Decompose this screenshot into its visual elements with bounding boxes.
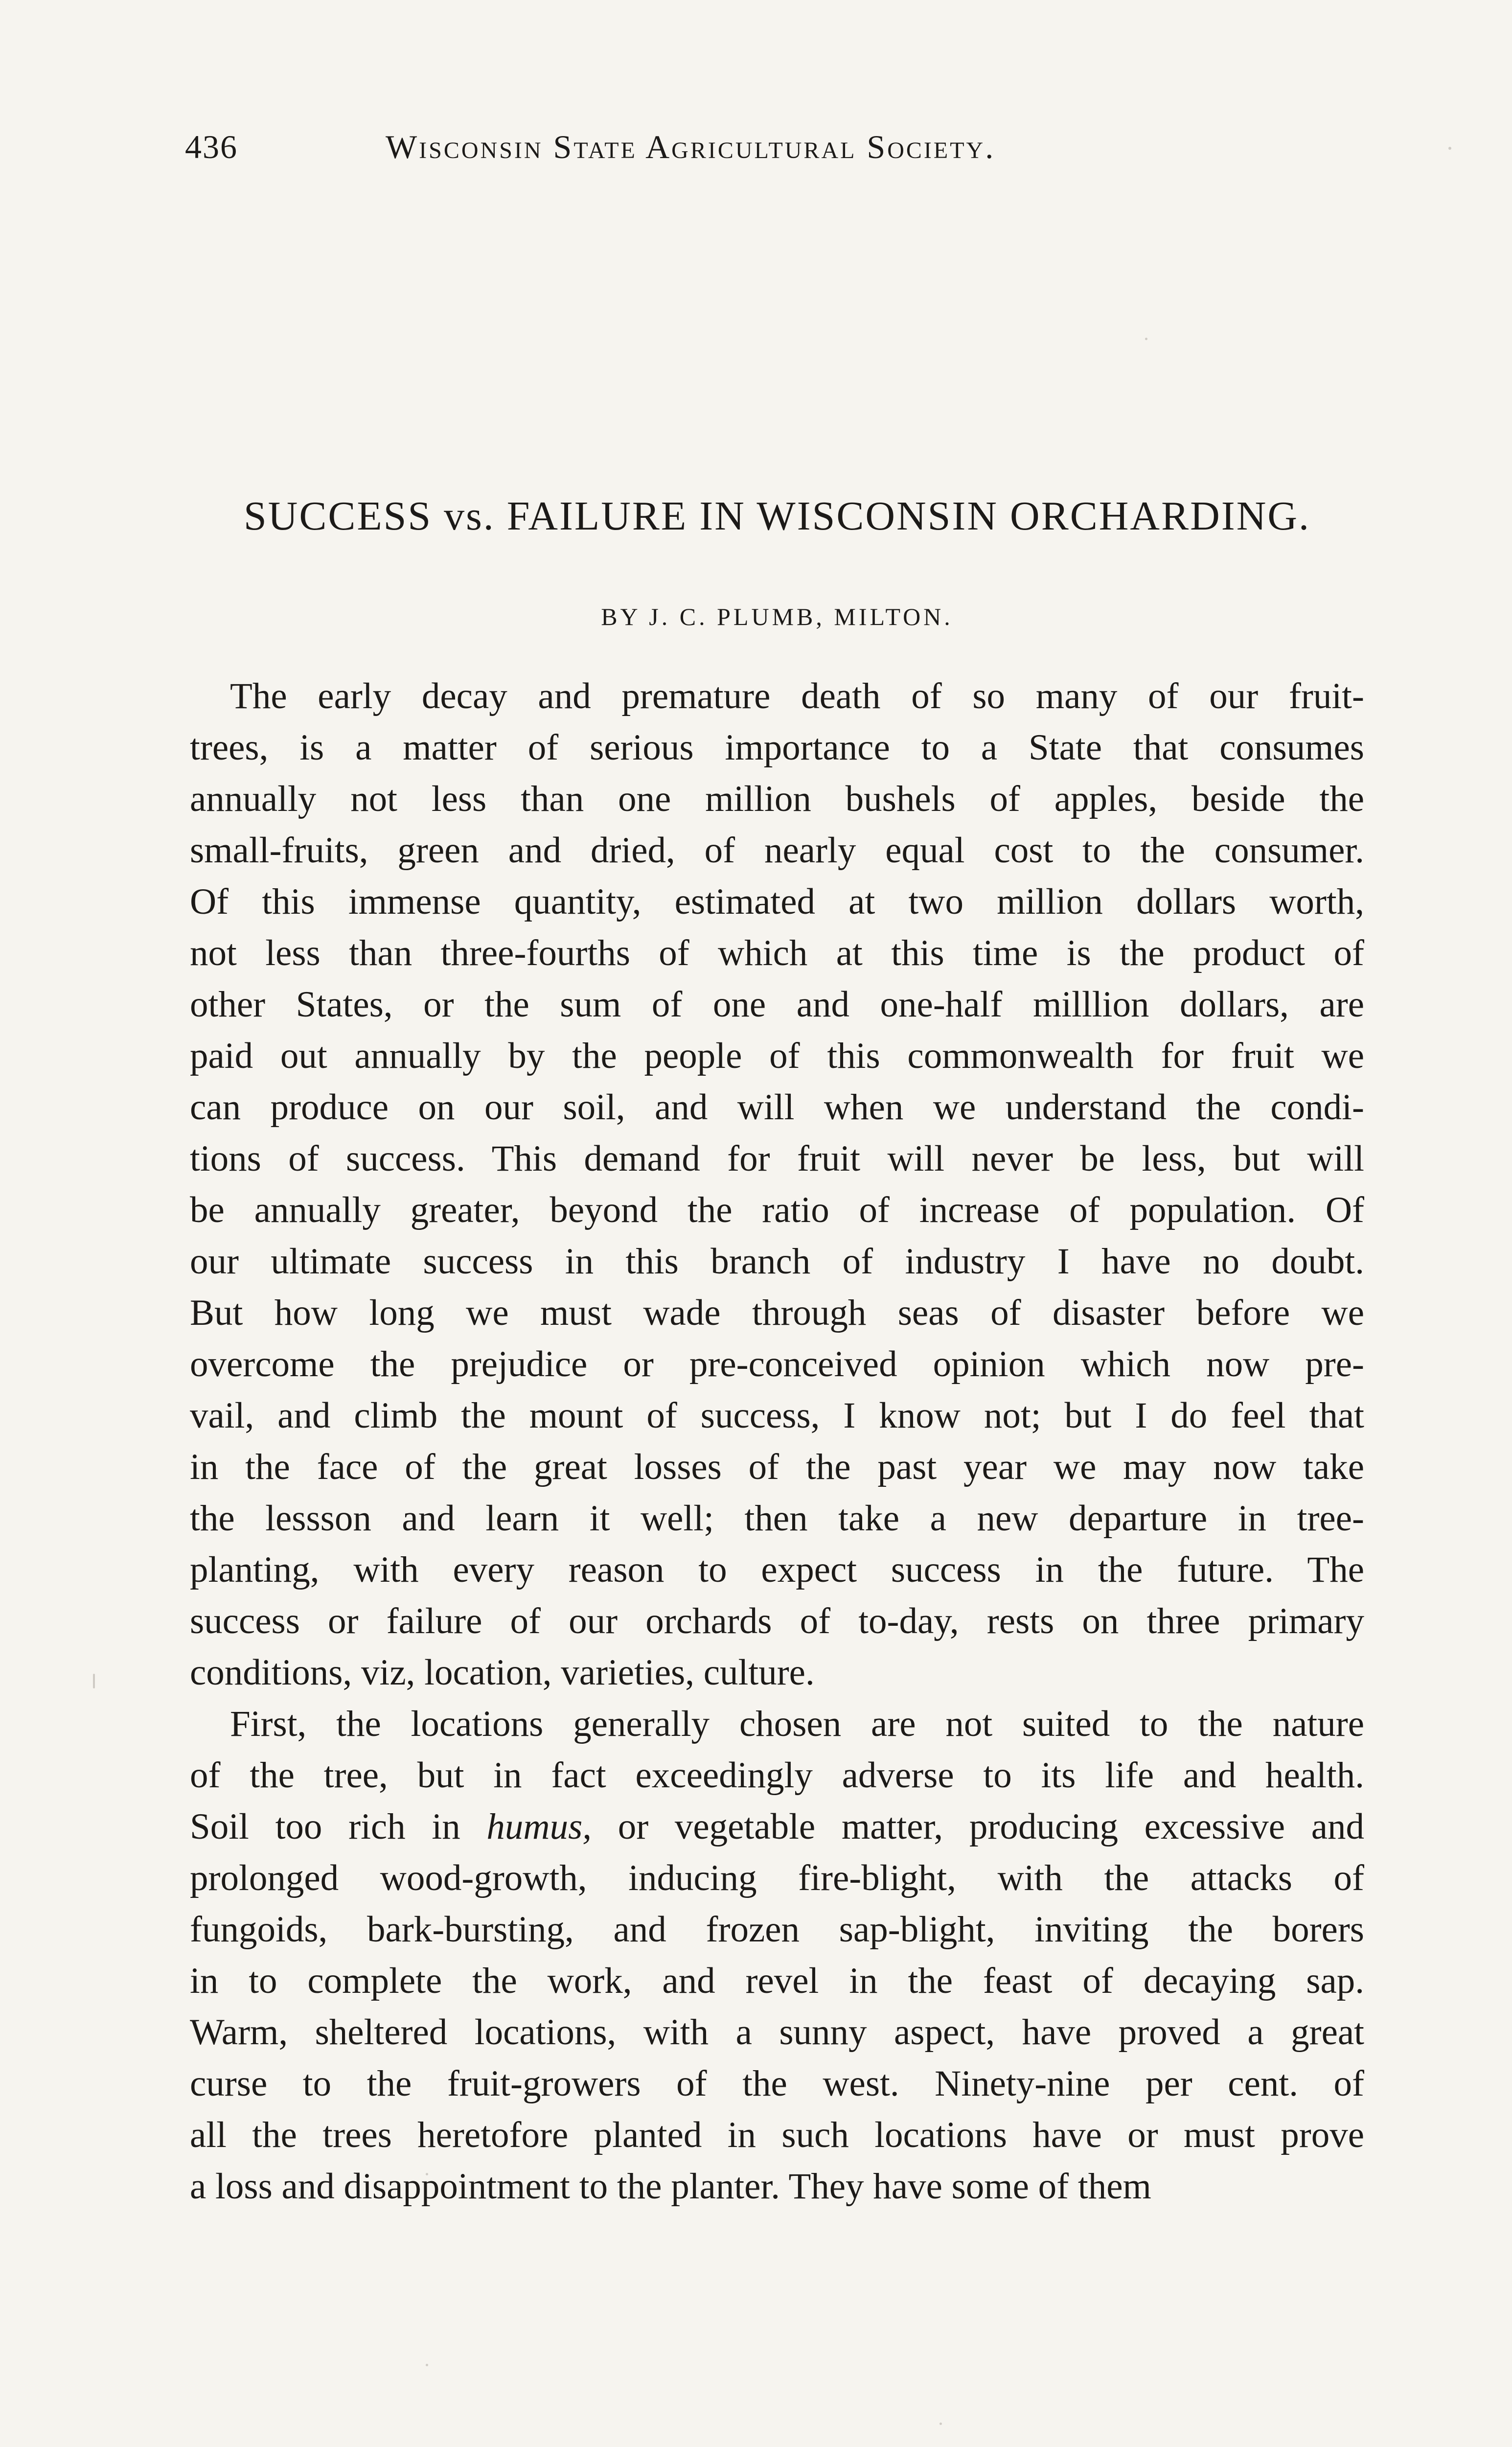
text-line: small-fruits, green and dried, of nearly equal cost to the consumer. <box>190 830 1364 871</box>
text-line: planting, with every reason to expect success in the future. The <box>190 1549 1364 1590</box>
text-line: in to complete the work, and revel in the feast of decaying sap. <box>190 1961 1364 2001</box>
text-line: curse to the fruit-growers of the west. Ninety-nine per cent. of <box>190 2063 1364 2104</box>
page-number: 436 <box>185 128 238 165</box>
text-line: annually not less than one million bushels of apples, beside the <box>190 779 1364 819</box>
paper-speck <box>1448 147 1451 150</box>
text-line: vail, and climb the mount of success, I know not; but I do feel that <box>190 1395 1364 1436</box>
text-line: the lessson and learn it well; then take a new departure in tree- <box>190 1498 1364 1539</box>
text-line: in the face of the great losses of the past year we may now take <box>190 1447 1364 1487</box>
article-body <box>190 670 1364 2212</box>
text-line: a loss and disappointment to the planter. They have some of them <box>190 2166 1151 2207</box>
text-line: trees, is a matter of serious importance to a State that consumes <box>190 727 1364 768</box>
text-line: Warm, sheltered locations, with a sunny aspect, have proved a great <box>190 2012 1364 2053</box>
paper-speck <box>93 1674 95 1688</box>
text-line: of the tree, but in fact exceedingly adverse to its life and health. <box>190 1755 1364 1796</box>
paper-speck <box>1145 338 1147 340</box>
text-line: other States, or the sum of one and one-half milllion dollars, are <box>190 984 1364 1025</box>
text-line: be annually greater, beyond the ratio of increase of population. Of <box>190 1190 1364 1230</box>
text-line: not less than three-fourths of which at this time is the product of <box>190 933 1364 973</box>
article-title: SUCCESS vs. FAILURE IN WISCONSIN ORCHARDING. <box>243 493 1311 539</box>
text-line: fungoids, bark-bursting, and frozen sap-blight, inviting the borers <box>190 1909 1364 1950</box>
article-byline: BY J. C. PLUMB, MILTON. <box>601 603 953 630</box>
text-line: overcome the prejudice or pre-conceived opinion which now pre- <box>190 1344 1364 1385</box>
text-line: First, the locations generally chosen are not suited to the nature <box>230 1704 1364 1744</box>
text-line: Soil too rich in humus, or vegetable matter, producing excessive and <box>190 1806 1364 1847</box>
text-line: success or failure of our orchards of to-day, rests on three primary <box>190 1601 1364 1641</box>
paper-speck <box>426 2364 428 2366</box>
text-line: The early decay and premature death of so many of our fruit- <box>230 676 1364 716</box>
text-line: all the trees heretofore planted in such locations have or must prove <box>190 2115 1364 2155</box>
paper-speck <box>939 2423 942 2425</box>
text-line: tions of success. This demand for fruit will never be less, but will <box>190 1138 1364 1179</box>
text-line: Of this immense quantity, estimated at two million dollars worth, <box>190 881 1364 922</box>
running-head <box>185 122 1369 171</box>
paper-speck <box>426 2173 428 2175</box>
text-line: prolonged wood-growth, inducing fire-blight, with the attacks of <box>190 1858 1364 1898</box>
text-line: our ultimate success in this branch of industry I have no doubt. <box>190 1241 1364 1282</box>
text-line: can produce on our soil, and will when we understand the condi- <box>190 1087 1364 1128</box>
text-line: conditions, viz, location, varieties, culture. <box>190 1652 815 1693</box>
paragraph-1 <box>190 670 1364 1698</box>
italic-term: humus, <box>486 1806 592 1847</box>
running-title: Wisconsin State Agricultural Society. <box>386 128 996 165</box>
paragraph-2 <box>190 1698 1364 2212</box>
text-line: paid out annually by the people of this commonwealth for fruit we <box>190 1036 1364 1076</box>
text-line: But how long we must wade through seas of disaster before we <box>190 1293 1364 1333</box>
